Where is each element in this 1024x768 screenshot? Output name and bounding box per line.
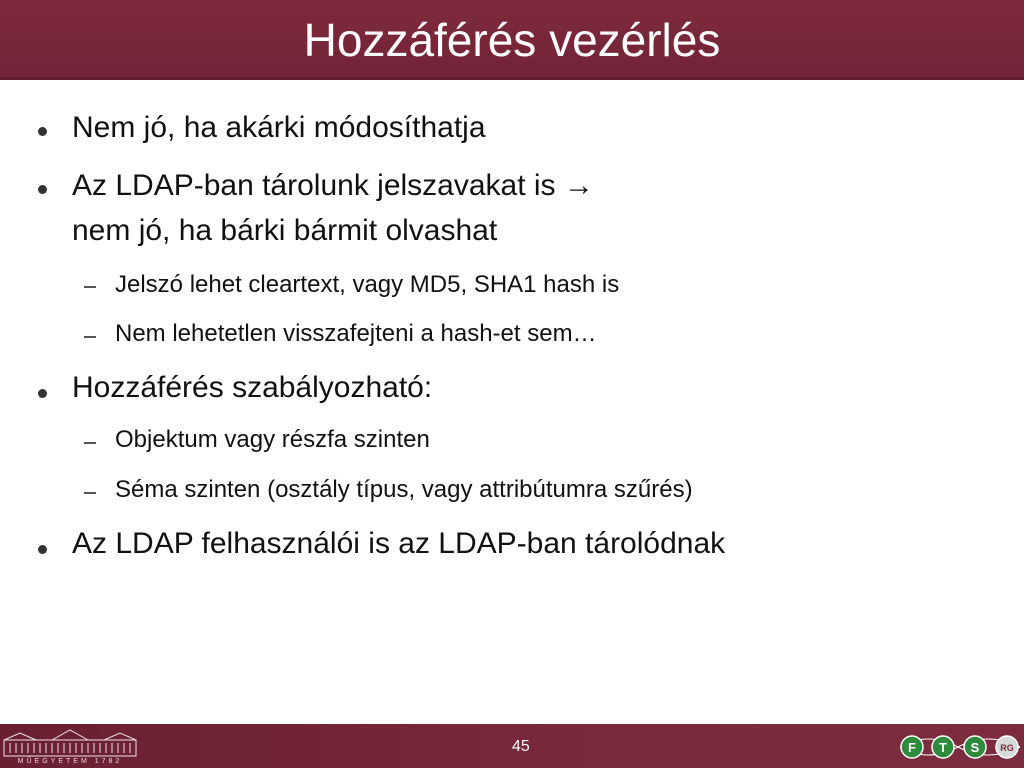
bullet-1: Nem jó, ha akárki módosíthatja bbox=[72, 111, 486, 144]
dash-icon bbox=[84, 286, 96, 288]
bullet-2-line-2: nem jó, ha bárki bármit olvashat bbox=[72, 214, 498, 247]
svg-text:RG: RG bbox=[1000, 743, 1014, 753]
bme-logo-caption: MŰEGYETEM 1782 bbox=[17, 758, 123, 765]
bullet-3: Hozzáférés szabályozható: bbox=[72, 371, 433, 404]
bullet-icon bbox=[38, 389, 47, 398]
dash-icon bbox=[84, 336, 96, 338]
ftsrg-letter-rg bbox=[996, 736, 1018, 758]
svg-text:S: S bbox=[970, 740, 980, 755]
ftsrg-logo bbox=[898, 733, 1022, 761]
ftsrg-letter-t bbox=[932, 736, 954, 758]
sub-bullet-2-1: Jelszó lehet cleartext, vagy MD5, SHA1 hash is bbox=[115, 271, 620, 298]
sub-bullet-2-2: Nem lehetetlen visszafejteni a hash-et sem… bbox=[115, 320, 597, 347]
ftsrg-letter-f bbox=[901, 736, 923, 758]
sub-bullet-3-1: Objektum vagy részfa szinten bbox=[115, 426, 430, 453]
bullet-4: Az LDAP felhasználói is az LDAP-ban tárolódnak bbox=[72, 527, 726, 560]
page-number: 45 bbox=[512, 738, 530, 755]
bullet-icon bbox=[38, 545, 47, 554]
bullet-2-line-1: Az LDAP-ban tárolunk jelszavakat is → bbox=[72, 169, 594, 202]
bullet-icon bbox=[38, 127, 47, 136]
slide-title: Hozzáférés vezérlés bbox=[303, 14, 721, 66]
dash-icon bbox=[84, 442, 96, 444]
ftsrg-letter-s bbox=[964, 736, 986, 758]
dash-icon bbox=[84, 492, 96, 494]
sub-bullet-3-2: Séma szinten (osztály típus, vagy attribútumra szűrés) bbox=[115, 476, 693, 503]
bullet-icon bbox=[38, 185, 47, 194]
svg-text:F: F bbox=[908, 740, 916, 755]
svg-text:T: T bbox=[939, 740, 947, 755]
